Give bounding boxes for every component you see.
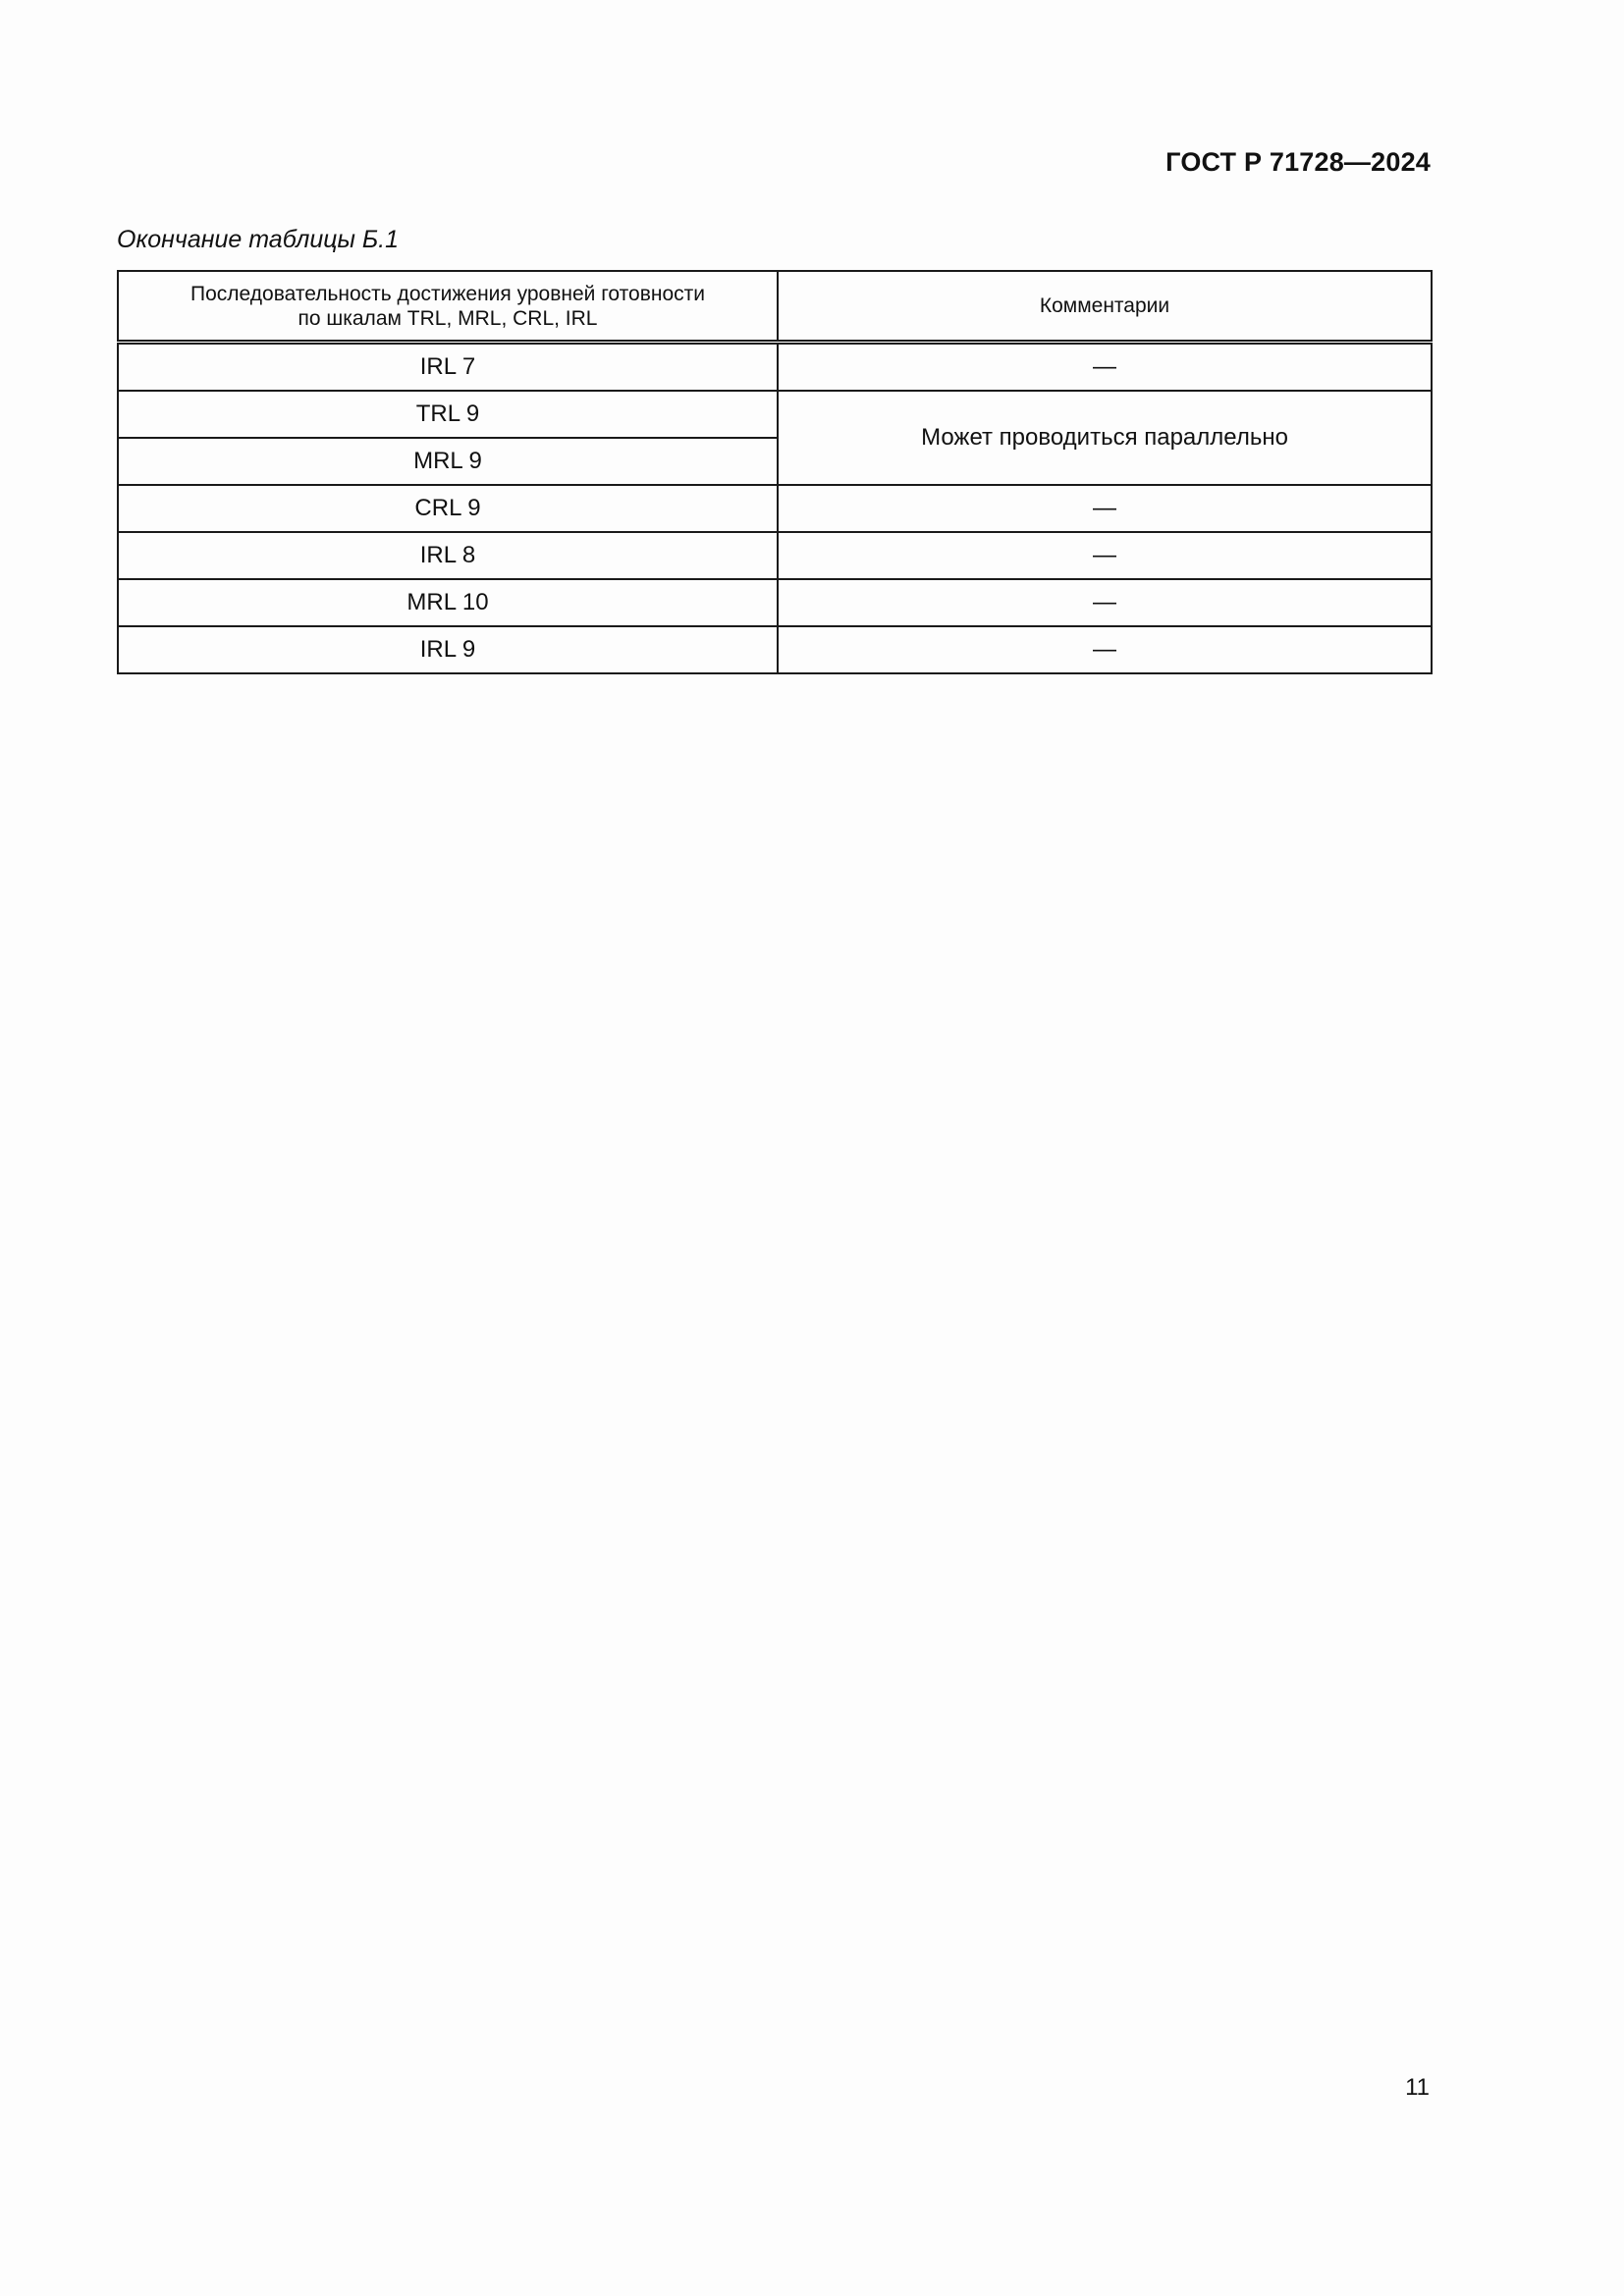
- table-row: [118, 626, 1432, 673]
- comment-cell: —: [778, 343, 1432, 392]
- table-caption: Окончание таблицы Б.1: [117, 226, 399, 253]
- level-cell: CRL 9: [118, 485, 778, 532]
- comment-cell-merged: Может проводиться параллельно: [778, 391, 1432, 485]
- level-cell: IRL 7: [118, 343, 778, 392]
- column-header-comments: [778, 271, 1432, 343]
- page-number: 11: [1405, 2074, 1430, 2101]
- table-header-row: [118, 271, 1432, 343]
- table-row: [118, 579, 1432, 626]
- comment-cell: —: [778, 532, 1432, 579]
- document-code: ГОСТ Р 71728—2024: [1165, 147, 1431, 177]
- column-header-sequence-line1: Последовательность достижения уровней готовности: [190, 282, 705, 305]
- level-cell: MRL 9: [118, 438, 778, 485]
- level-cell: IRL 9: [118, 626, 778, 673]
- table-row: [118, 485, 1432, 532]
- level-cell: TRL 9: [118, 391, 778, 438]
- level-cell: IRL 8: [118, 532, 778, 579]
- table-row: [118, 343, 1432, 392]
- comment-cell: —: [778, 579, 1432, 626]
- column-header-comments-label: Комментарии: [1039, 294, 1170, 317]
- column-header-sequence-line2: по шкалам TRL, MRL, CRL, IRL: [298, 306, 598, 330]
- comment-cell: —: [778, 485, 1432, 532]
- level-cell: MRL 10: [118, 579, 778, 626]
- table-row: [118, 532, 1432, 579]
- readiness-table: [117, 270, 1433, 674]
- column-header-sequence: [118, 271, 778, 343]
- comment-cell: —: [778, 626, 1432, 673]
- table-row: [118, 391, 1432, 438]
